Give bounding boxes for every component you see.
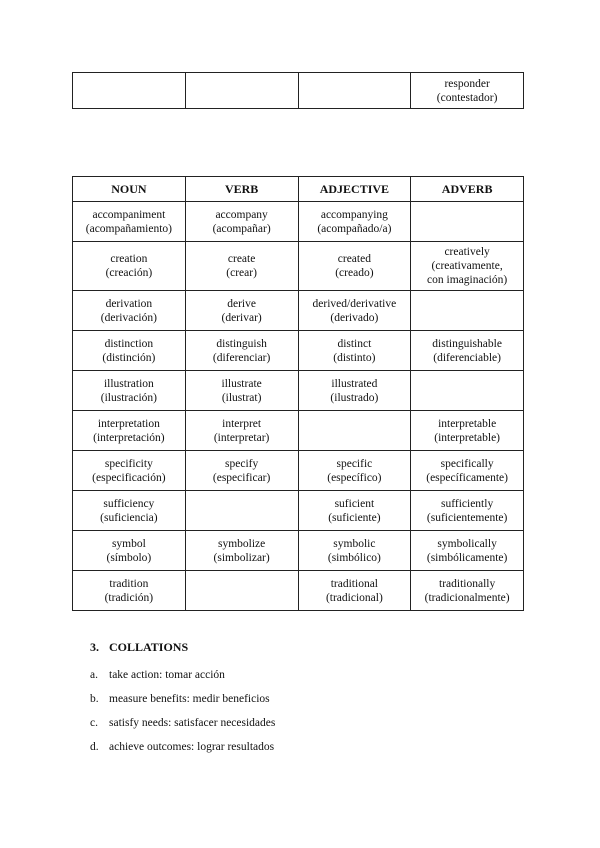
table-row [73, 531, 524, 571]
cell-text: illustration (ilustración) [100, 377, 157, 404]
table-cell [73, 371, 186, 411]
cell-text: accompany (acompañar) [212, 208, 271, 235]
top-table [72, 72, 524, 109]
table-row [73, 242, 524, 291]
table-cell [73, 531, 186, 571]
table-cell [298, 531, 411, 571]
table-cell [73, 331, 186, 371]
list-text: satisfy needs: satisfacer necesidades [109, 717, 276, 729]
table-cell [298, 242, 411, 291]
list-marker: b. [90, 693, 99, 705]
cell-text: interpretable (interpretable) [434, 417, 500, 444]
cell-text: creation (creación) [105, 253, 153, 279]
cell-text: derivation (derivación) [100, 297, 157, 324]
table-row [73, 451, 524, 491]
header-verb: VERB [185, 177, 298, 202]
table-cell [185, 451, 298, 491]
table-cell [185, 202, 298, 242]
table-cell [185, 371, 298, 411]
table-cell [411, 371, 524, 411]
cell-text: sufficiency (suficiencia) [100, 497, 158, 524]
table-cell [411, 242, 524, 291]
table-cell [73, 202, 186, 242]
cell-text: derive (derivar) [221, 297, 262, 324]
table-cell [185, 571, 298, 611]
cell-text: accompanying (acompañado/a) [317, 208, 392, 235]
cell-text: illustrate (ilustrat) [221, 377, 262, 404]
cell-text: responder (contestador) [436, 77, 498, 104]
cell-text: create (crear) [226, 253, 257, 279]
table-cell [411, 531, 524, 571]
table-row [73, 331, 524, 371]
list-item [90, 716, 275, 740]
header-adjective: ADJECTIVE [298, 177, 411, 202]
table-cell [411, 73, 524, 109]
table-cell [298, 491, 411, 531]
table-row [73, 73, 524, 109]
cell-text: tradition (tradición) [104, 577, 154, 604]
table-cell [411, 451, 524, 491]
table-cell [411, 411, 524, 451]
section-number: 3. [90, 640, 99, 654]
list-text: measure benefits: medir beneficios [109, 693, 270, 705]
table-cell [298, 571, 411, 611]
list-marker: a. [90, 669, 98, 681]
table-cell [298, 202, 411, 242]
table-cell [298, 73, 411, 109]
table-cell [185, 73, 298, 109]
cell-text: interpret (interpretar) [213, 417, 270, 444]
table-cell [73, 291, 186, 331]
table-row [73, 411, 524, 451]
table-cell [73, 491, 186, 531]
table-body [73, 202, 524, 611]
cell-text: creatively (creativamente, con imaginación) [427, 246, 508, 286]
cell-text: specify (especificar) [212, 457, 271, 484]
cell-text: sufficiently (suficientemente) [426, 497, 508, 524]
table-cell [185, 331, 298, 371]
list-marker: c. [90, 717, 98, 729]
header-row [73, 177, 524, 202]
table-cell [185, 531, 298, 571]
cell-text: interpretation (interpretación) [93, 417, 165, 444]
cell-text: symbolic (simbólico) [327, 537, 381, 564]
table-row [73, 202, 524, 242]
table-cell [298, 371, 411, 411]
cell-text: symbolize (simbolizar) [213, 537, 270, 564]
table-row [73, 491, 524, 531]
table-row [73, 291, 524, 331]
table-cell [73, 242, 186, 291]
table-cell [411, 202, 524, 242]
table-cell [73, 411, 186, 451]
cell-text: distinguish (diferenciar) [212, 337, 271, 364]
list-item [90, 692, 275, 716]
table-cell [185, 411, 298, 451]
table-cell [185, 242, 298, 291]
table-cell [411, 291, 524, 331]
table-cell [411, 331, 524, 371]
cell-text: created (creado) [335, 253, 374, 279]
cell-text: derived/derivative (derivado) [312, 297, 397, 324]
section-title: COLLATIONS [109, 640, 189, 654]
cell-text: specificity (especificación) [92, 457, 166, 484]
header-noun: NOUN [73, 177, 186, 202]
cell-text: traditionally (tradicionalmente) [424, 577, 510, 604]
word-family-table [72, 176, 524, 611]
table-cell [298, 411, 411, 451]
cell-text: traditional (tradicional) [325, 577, 383, 604]
cell-text: specifically (específicamente) [426, 457, 508, 484]
table-cell [73, 571, 186, 611]
list-marker: d. [90, 741, 99, 753]
table-row [73, 371, 524, 411]
header-adverb: ADVERB [411, 177, 524, 202]
table-cell [411, 571, 524, 611]
list-text: achieve outcomes: lograr resultados [109, 741, 275, 753]
cell-text: distinguishable (diferenciable) [432, 337, 502, 364]
table-cell [298, 331, 411, 371]
list-item [90, 668, 275, 692]
cell-text: symbol (símbolo) [106, 537, 152, 564]
collocation-list [90, 668, 275, 764]
cell-text: suficient (suficiente) [328, 497, 381, 524]
table-cell [298, 451, 411, 491]
list-item [90, 740, 275, 764]
cell-text: accompaniment (acompañamiento) [85, 208, 172, 235]
table-cell [73, 73, 186, 109]
cell-text: illustrated (ilustrado) [330, 377, 379, 404]
section-heading [90, 640, 188, 655]
cell-text: distinction (distinción) [102, 337, 156, 364]
list-text: take action: tomar acción [109, 669, 225, 681]
cell-text: distinct (distinto) [333, 337, 376, 364]
table-cell [185, 291, 298, 331]
table-cell [73, 451, 186, 491]
table-cell [185, 491, 298, 531]
table-row [73, 571, 524, 611]
cell-text: specific (específico) [327, 457, 382, 484]
table-cell [411, 491, 524, 531]
table-cell [298, 291, 411, 331]
cell-text: symbolically (simbólicamente) [426, 537, 508, 564]
